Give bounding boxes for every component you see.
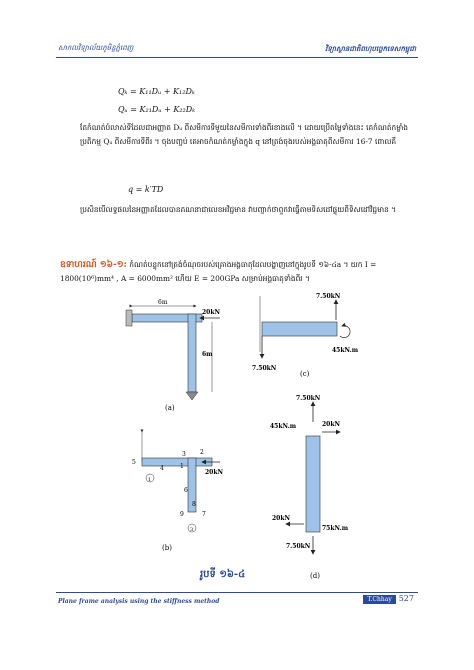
member-c xyxy=(262,322,337,336)
footer-badge: T.Chhay xyxy=(363,595,395,604)
paragraph-1-text: តែកំណត់បំលាស់ទីដែលជាអញ្ញាត Dᵤ ពីសមីការទីមួយនៃសមីការទាំងពីរខាងលើ ។ ដោយប្រើតម្លៃទាំងនេះ គេកំណត់កម្លាំងប្រតិកម្ម Qᵤ ពីសមីការទីពីរ ។ ចុងបញ្ចប់ គេអាចកំណត់កម្លាំងក្នុង q នៅត្រង់ចុងរបស់អង្គធាតុពីសមីការ 16-7 ពោលគឺ xyxy=(80,123,408,146)
moment-c: 45kN.m xyxy=(332,347,359,354)
svg-text:3: 3 xyxy=(190,527,194,533)
example-block xyxy=(60,258,415,286)
force-d-bottom: 7.50kN xyxy=(286,543,311,550)
support-left-a xyxy=(126,310,132,326)
label-d: (d) xyxy=(310,572,320,580)
member-d xyxy=(306,436,320,532)
figure-caption: រូបទី ១៦-៤ xyxy=(200,569,246,580)
svg-text:5: 5 xyxy=(132,459,136,466)
equation-qu: Qᵤ = K₂₁Dᵤ + K₂₂Dₖ xyxy=(118,105,196,114)
span-label-a: 6m xyxy=(158,299,168,306)
svg-text:3: 3 xyxy=(182,451,186,458)
paragraph-1 xyxy=(80,121,410,149)
paragraph-2 xyxy=(80,203,410,217)
force-d-top: 7.50kN xyxy=(296,395,321,402)
figure-c xyxy=(252,293,359,378)
beam-b xyxy=(142,458,212,466)
force-d-side: 20kN xyxy=(322,421,340,428)
svg-text:4: 4 xyxy=(160,465,164,472)
page-number: 527 xyxy=(398,594,414,603)
label-b: (b) xyxy=(162,544,172,552)
svg-text:7: 7 xyxy=(202,511,206,518)
svg-text:9: 9 xyxy=(180,511,184,518)
footer-divider xyxy=(56,592,418,593)
figure-d xyxy=(270,395,349,580)
figure-a xyxy=(126,299,221,412)
svg-text:8: 8 xyxy=(192,501,196,508)
load-label-b: 20kN xyxy=(205,469,223,476)
moment-d-top: 45kN.m xyxy=(270,423,297,430)
header-right: វិទ្យាស្ថានជាតិពហុបច្ចេកទេសកម្ពុជា xyxy=(325,44,416,53)
figure-b xyxy=(132,432,224,552)
label-a: (a) xyxy=(165,404,175,412)
svg-text:2: 2 xyxy=(200,449,204,456)
svg-text:1: 1 xyxy=(180,463,184,470)
column-a xyxy=(188,314,196,392)
force-c-right: 7.50kN xyxy=(316,293,341,300)
moment-d-bottom: 75kN.m xyxy=(322,525,349,532)
load-label-a: 20kN xyxy=(202,309,220,316)
support-bottom-a xyxy=(186,392,198,400)
force-d-left: 20kN xyxy=(272,515,290,522)
paragraph-2-text: ប្រសិនបើលទ្ធផលនៃអញ្ញាតដែលបានគណនាជាលេខអវិជ្ជមាន វាបញ្ជាក់ថាពួកវាធ្វើតាមទិសដៅផ្ទុយពីទិសដៅវិជ្ជមាន ។ xyxy=(80,205,397,214)
header-divider xyxy=(56,57,418,58)
footer-page-block xyxy=(363,594,414,604)
label-c: (c) xyxy=(300,370,310,378)
svg-text:1: 1 xyxy=(148,477,152,483)
force-c-left: 7.50kN xyxy=(252,365,277,372)
equation-q: q = k′TD xyxy=(128,185,164,194)
svg-text:6: 6 xyxy=(184,487,188,494)
height-label-a: 6m xyxy=(202,351,213,358)
example-title: ឧទាហរណ៍ ១៦-១: xyxy=(60,260,127,270)
equation-qk: Qₖ = K₁₁Dᵤ + K₁₂Dₖ xyxy=(118,87,195,96)
figure-16-4 xyxy=(110,292,370,582)
example-text: កំណត់បន្ទុកនៅត្រង់ចំណុចរបស់គ្រោងអង្គធាតុដែលបង្ហាញនៅក្នុងរូបទី ១៦-៤a ។ យក I = 1800(10⁶)mm⁴ , A = 6000mm² ហើយ E = 200GPa សម្រាប់អង្គធាតុទាំងពីរ ។ xyxy=(60,260,377,283)
header-left: សាកលវិទ្យាល័យភូមិន្ទភ្នំពេញ xyxy=(58,44,134,52)
footer-title: Plane frame analysis using the stiffness method xyxy=(58,598,220,605)
